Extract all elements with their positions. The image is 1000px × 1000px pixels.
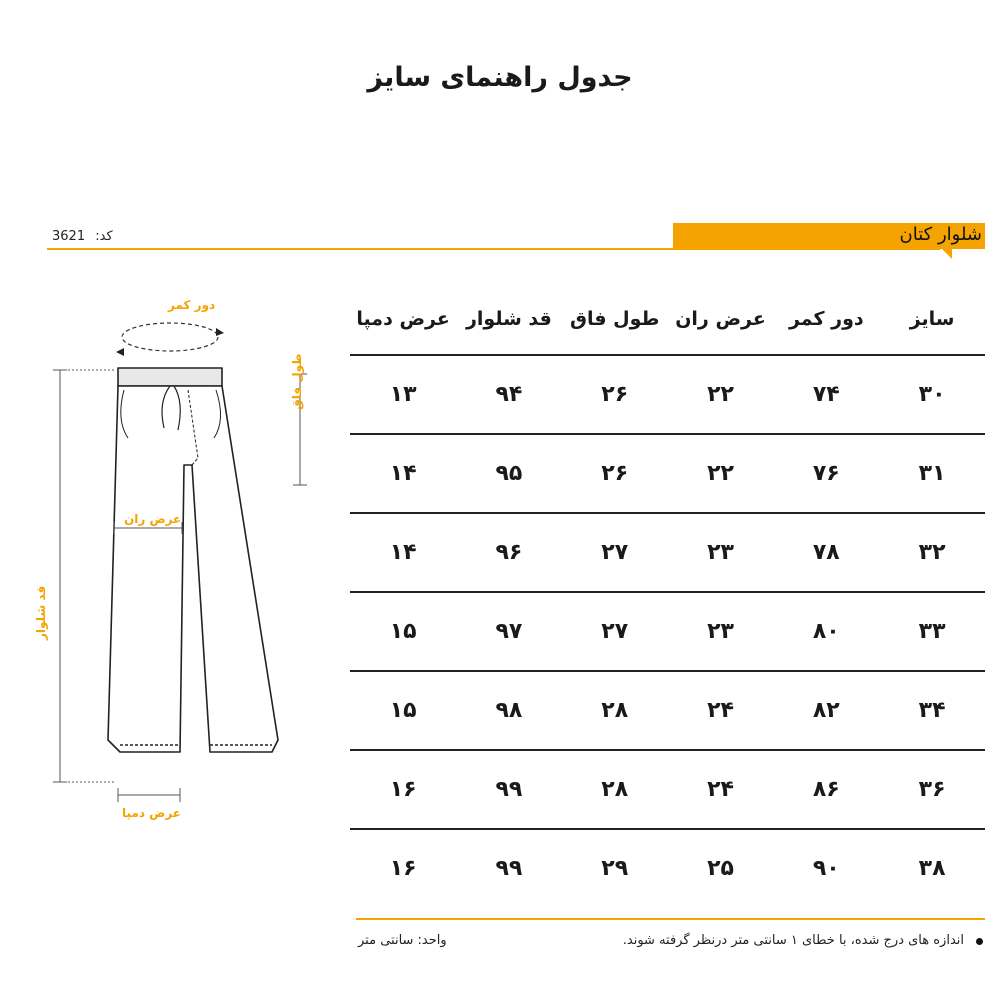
cell-size: ۳۱ bbox=[918, 461, 946, 486]
cell-thigh: ۲۳ bbox=[707, 540, 734, 565]
cell-length: ۹۹ bbox=[495, 777, 523, 802]
waist-measure-icon bbox=[122, 323, 218, 351]
product-code-value: 3621 bbox=[52, 229, 86, 244]
cell-thigh: ۲۲ bbox=[707, 461, 734, 486]
header-length: قد شلوار bbox=[465, 307, 552, 330]
pants-outline-icon bbox=[108, 386, 278, 752]
header-size: سایز bbox=[909, 307, 955, 330]
cell-rise: ۲۶ bbox=[601, 382, 629, 407]
header-waist: دور کمر bbox=[788, 307, 864, 330]
footer-note: اندازه های درج شده، با خطای ۱ سانتی متر درنظر گرفته شوند. bbox=[622, 933, 964, 948]
cell-length: ۹۵ bbox=[495, 461, 523, 486]
header-hem: عرض دمپا bbox=[356, 307, 450, 330]
pants-diagram bbox=[20, 290, 320, 830]
cell-hem: ۱۳ bbox=[389, 382, 417, 407]
thigh-label: عرض ران bbox=[124, 512, 182, 526]
header-rise: طول فاق bbox=[569, 307, 660, 330]
table-header bbox=[350, 283, 985, 356]
cell-length: ۹۸ bbox=[495, 698, 523, 723]
product-banner-tail bbox=[942, 249, 952, 259]
cell-length: ۹۹ bbox=[495, 856, 523, 881]
cell-size: ۳۴ bbox=[918, 698, 946, 723]
cell-waist: ۷۶ bbox=[812, 461, 840, 486]
unit-label: واحد: سانتی متر bbox=[358, 933, 447, 948]
cell-waist: ۷۸ bbox=[812, 540, 840, 565]
page-title: جدول راهنمای سایز bbox=[367, 62, 633, 93]
cell-size: ۳۳ bbox=[918, 619, 946, 644]
cell-hem: ۱۶ bbox=[389, 777, 417, 802]
cell-waist: ۹۰ bbox=[812, 856, 840, 881]
size-table bbox=[350, 283, 985, 907]
cell-length: ۹۴ bbox=[495, 382, 523, 407]
cell-size: ۳۸ bbox=[918, 856, 946, 881]
footer-line bbox=[356, 918, 985, 920]
product-code bbox=[52, 229, 113, 244]
table-row bbox=[350, 514, 985, 593]
cell-rise: ۲۹ bbox=[601, 856, 629, 881]
cell-length: ۹۶ bbox=[495, 540, 523, 565]
cell-rise: ۲۷ bbox=[601, 540, 629, 565]
cell-hem: ۱۵ bbox=[389, 698, 417, 723]
table-row bbox=[350, 672, 985, 751]
rise-label: طول فاق bbox=[290, 353, 304, 410]
cell-hem: ۱۶ bbox=[389, 856, 417, 881]
product-name: شلوار کتان bbox=[899, 224, 982, 245]
waistband-icon bbox=[118, 368, 222, 386]
cell-waist: ۸۰ bbox=[812, 619, 840, 644]
product-code-label: کد: bbox=[95, 229, 113, 244]
length-label: قد شلوار bbox=[34, 585, 48, 640]
waist-label: دور کمر bbox=[168, 298, 216, 312]
cell-size: ۳۶ bbox=[918, 777, 946, 802]
bullet-icon bbox=[976, 938, 983, 945]
cell-thigh: ۲۲ bbox=[707, 382, 734, 407]
cell-size: ۳۲ bbox=[918, 540, 946, 565]
cell-waist: ۷۴ bbox=[812, 382, 840, 407]
cell-thigh: ۲۴ bbox=[707, 698, 734, 723]
cell-rise: ۲۶ bbox=[601, 461, 629, 486]
cell-hem: ۱۵ bbox=[389, 619, 417, 644]
cell-hem: ۱۴ bbox=[389, 540, 417, 565]
table-row bbox=[350, 830, 985, 907]
table-row bbox=[350, 751, 985, 830]
cell-thigh: ۲۴ bbox=[707, 777, 734, 802]
cell-thigh: ۲۳ bbox=[707, 619, 734, 644]
cell-waist: ۸۲ bbox=[812, 698, 840, 723]
cell-size: ۳۰ bbox=[918, 382, 946, 407]
table-row bbox=[350, 356, 985, 435]
cell-thigh: ۲۵ bbox=[707, 856, 734, 881]
cell-hem: ۱۴ bbox=[389, 461, 417, 486]
table-row bbox=[350, 593, 985, 672]
cell-length: ۹۷ bbox=[495, 619, 523, 644]
table-row bbox=[350, 435, 985, 514]
cell-waist: ۸۶ bbox=[812, 777, 840, 802]
cell-rise: ۲۷ bbox=[601, 619, 629, 644]
header-thigh: عرض ران bbox=[675, 307, 766, 330]
cell-rise: ۲۸ bbox=[601, 777, 629, 802]
hem-label: عرض دمپا bbox=[122, 806, 181, 820]
cell-rise: ۲۸ bbox=[601, 698, 629, 723]
